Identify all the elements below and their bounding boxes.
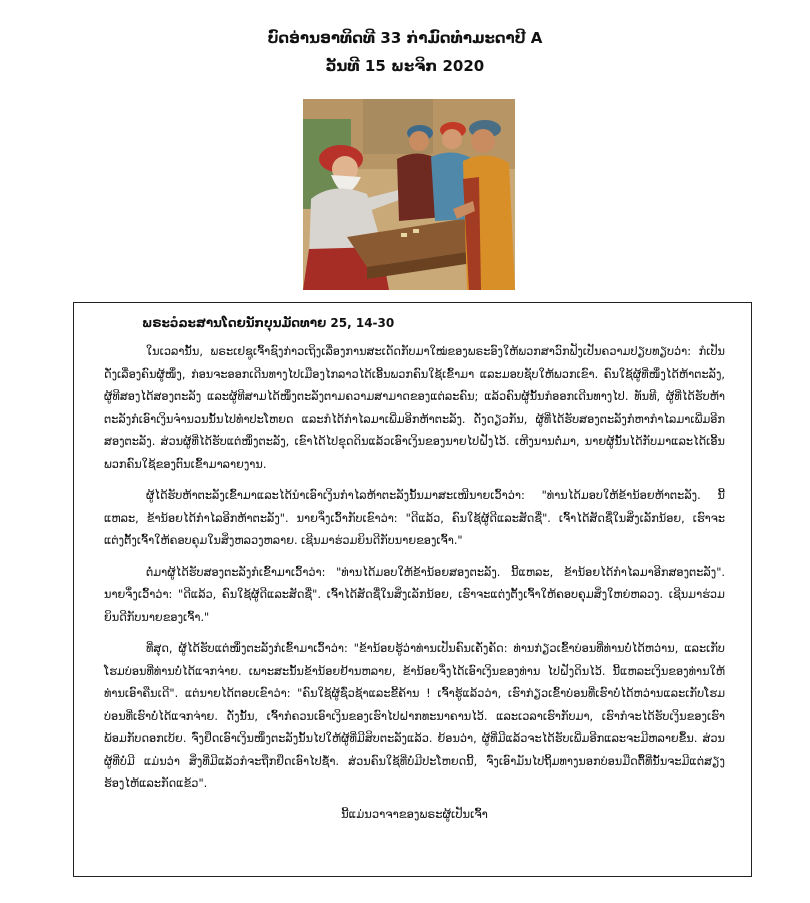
reading-heading: ພຣະວໍລະສານໂດຍນັກບຸນມັດທາຍ 25, 14-30 <box>142 316 395 330</box>
reading-paragraph-4: ທີ່ສຸດ, ຜູ້ໄດ້ຮັບແຕ່ໜຶ່ງຕະລັງກໍເຂົ້າມາເວົ້າວ່າ: "ຂ້ານ້ອຍຮູ້ວ່າທ່ານເປັນຄົນເຄັ່ງຄັດ: ທ່ານກ່ຽວເຂົ້າບ່ອນທີ່ທ່ານບໍ່ໄດ້ຫວ່ານ, ແລະເກັບໂຮມບ່ອນທີ່ທ່ານບໍ່ໄດ້ແຈກຈ່າຍ. ເພາະສະນັ້ນຂ້ານ້ອຍຢ້ານຫລາຍ, ຂ້ານ້ອຍຈຶ່ງໄດ້ເອົາເງິນຂອງທ່ານ ໄປຝັງດິນໄວ້. ນີ້ແຫລະເງິນຂອງທ່ານໃຫ້ທ່ານເອົາຄືນເດີ". ແຕ່ນາຍໄດ້ຕອບເຂົາວ່າ: "ຄົນໃຊ້ຜູ້ຊົ່ວຊ້າແລະຂີ້ຄ້ານ ! ເຈົ້າຮູ້ແລ້ວວ່າ, ເຮົາກ່ຽວເຂົ້າບ່ອນທີ່ເຮົາບໍ່ໄດ້ຫວ່ານແລະເກັບໂຮມບ່ອນທີ່ເຮົາບໍ່ໄດ້ແຈກຈ່າຍ. ດັ່ງນັ້ນ, ເຈົ້າກໍຄວນເອົາເງິນຂອງເຮົາໄປຝາກທະນາຄານໄວ້. ແລະເວລາເຮົາກັບມາ, ເຮົາກໍຈະໄດ້ຮັບເງິນຂອງເຮົາພ້ອມກັບດອກເບ້ຍ. ຈົ່ງຢຶດເອົາເງິນໜຶ່ງຕະລັງນັ້ນໄປໃຫ້ຜູ້ທີ່ມີສິບຕະລັງແລ້ວ. ຍ້ອນວ່າ, ຜູ້ທີ່ມີແລ້ວຈະໄດ້ຮັບເພີ່ມອີກແລະຈະມີຫລາຍຂຶ້ນ. ສ່ວນຜູ້ທີ່ບໍ່ມີ ແມ່ນວ່າ ສິ່ງທີ່ມີແລ້ວກໍຈະຖືກຢຶດເອົາໄປຊ້ຳ. ສ່ວນຄົນໃຊ້ທີ່ບໍ່ມີປະໂຫຍດນີ້, ຈົ່ງເອົາມັນໄປຖິ້ມທາງນອກບ່ອນມືດຕຶ້ຶທີ່ນັ້ນຈະມີແຕ່ສຽງຮ້ອງໄຫ້ແລະກັດແຂ້ວ". <box>104 642 725 790</box>
page-title: ບົດອ່ານອາທິດທີ 33 ກ່າມົດທຳມະດາປີ A <box>267 29 543 47</box>
reading-paragraph-2: ຜູ້ໄດ້ຮັບຫ້າຕະລັງເຂົ້າມາແລະໄດ້ນຳເອົາເງິນກຳໄລຫ້າຕະລັງນັ້ນມາສະເໜີນາຍເວົ້າວ່າ: "ທ່ານໄດ້ມອບໃຫ້ຂ້ານ້ອຍຫ້າຕະລັງ. ນີ້ແຫລະ, ຂ້ານ້ອຍໄດ້ກຳໄລອີກຫ້າຕະລັງ". ນາຍຈຶ່ງເວົ້າກັບເຂົາວ່າ: "ດີແລ້ວ, ຄົນໃຊ້ຜູ້ດີແລະສັດຊື່". ເຈົ້າໄດ້ສັດຊື່ໃນສິ່ງເລັກນ້ອຍ, ເຮົາຈະແຕ່ງຕັ້ງເຈົ້າໃຫ້ຄອບຄຸມໃນສິ່ງຫລວງຫລາຍ. ເຊີນມາຮ່ວມຍິນດີກັບນາຍຂອງເຈົ້າ." <box>104 489 725 547</box>
parable-illustration <box>303 99 515 290</box>
reading-closing: ນີ້ແມ່ນວາຈາຂອງພຣະຜູ້ເປັນເຈົ້າ <box>341 806 488 821</box>
gospel-reading-box <box>73 302 752 877</box>
reading-paragraph-3: ຕໍ່ມາຜູ້ໄດ້ຮັບສອງຕະລັງກໍເຂົ້າມາເວົ້າວ່າ: "ທ່ານໄດ້ມອບໃຫ້ຂ້ານ້ອຍສອງຕະລັງ. ນີ້ແຫລະ, ຂ້ານ້ອຍໄດ້ກຳໄລມາອີກສອງຕະລັງ". ນາຍຈຶ່ງເວົ້າວ່າ: "ດີແລ້ວ, ຄົນໃຊ້ຜູ້ດີແລະສັດຊື່". ເຈົ້າໄດ້ສັດຊື່ໃນສິ່ງເລັກນ້ອຍ, ເຮົາຈະແຕ່ງຕັ້ງເຈົ້າໃຫ້ຄອບຄຸມສິ່ງໃຫຍ່ຫລວງ. ເຊີນມາຮ່ວມຍິນດີກັບນາຍຂອງເຈົ້າ." <box>104 565 725 624</box>
page-date: ວັນທີ 15 ພະຈິກ 2020 <box>325 57 485 75</box>
reading-paragraph-1: ໃນເວລານັ້ນ, ພຣະເຢຊູເຈົ້າຊົງກ່າວເຖິງເລື່ອງການສະເດັດກັບມາໃໝ່ຂອງພຣະອົງໃຫ້ພວກສາວົກຟັງເປັນຄວາມປຽບທຽບວ່າ: ກໍເປັນດັ່ງເລື່ອງຄົນຜູ້ໜຶ່ງ, ກ່ອນຈະອອກເດີນທາງໄປເມືອງໄກລາວໄດ້ເອີ້ນພວກຄົນໃຊ້ເຂົ້າມາ ແລະມອບຊັບໃຫ້ພວກເຂົາ. ຄົນໃຊ້ຜູ້ທີ່ໜຶ່ງໄດ້ຫ້າຕະລັງ, ຜູ້ທີສອງໄດ້ສອງຕະລັງ ແລະຜູ້ທີສາມໄດ້ໜຶ່ງຕະລັງຕາມຄວາມສາມາດຂອງແຕ່ລະຄົນ; ແລ້ວຄົນຜູ້ນັ້ນກໍອອກເດີນທາງໄປ. ທັນທີ, ຜູ້ທີ່ໄດ້ຮັບຫ້າຕະລັງກໍເອົາເງິນຈຳນວນນັ້ນໄປທຳປະໂຫຍດ ແລະກໍໄດ້ກຳໄລມາເພີ່ມອີກຫ້າຕະລັງ. ດັ່ງດຽວກັນ, ຜູ້ທີ່ໄດ້ຮັບສອງຕະລັງກໍຫາກຳໄລມາເພີ່ມອີກສອງຕະລັງ. ສ່ວນຜູ້ທີ່ໄດ້ຮັບແຕ່ໜຶ່ງຕະລັງ, ເຂົາໄດ້ໄປຂຸດດິນແລ້ວເອົາເງິນຂອງນາຍໄປຝັງໄວ້. ເຫີງນານຕໍ່ມາ, ນາຍຜູ້ນັ້ນໄດ້ກັບມາແລະໄດ້ເອີ້ນພວກຄົນໃຊ້ຂອງຕົນເຂົ້າມາລາຍງານ. <box>104 345 725 471</box>
